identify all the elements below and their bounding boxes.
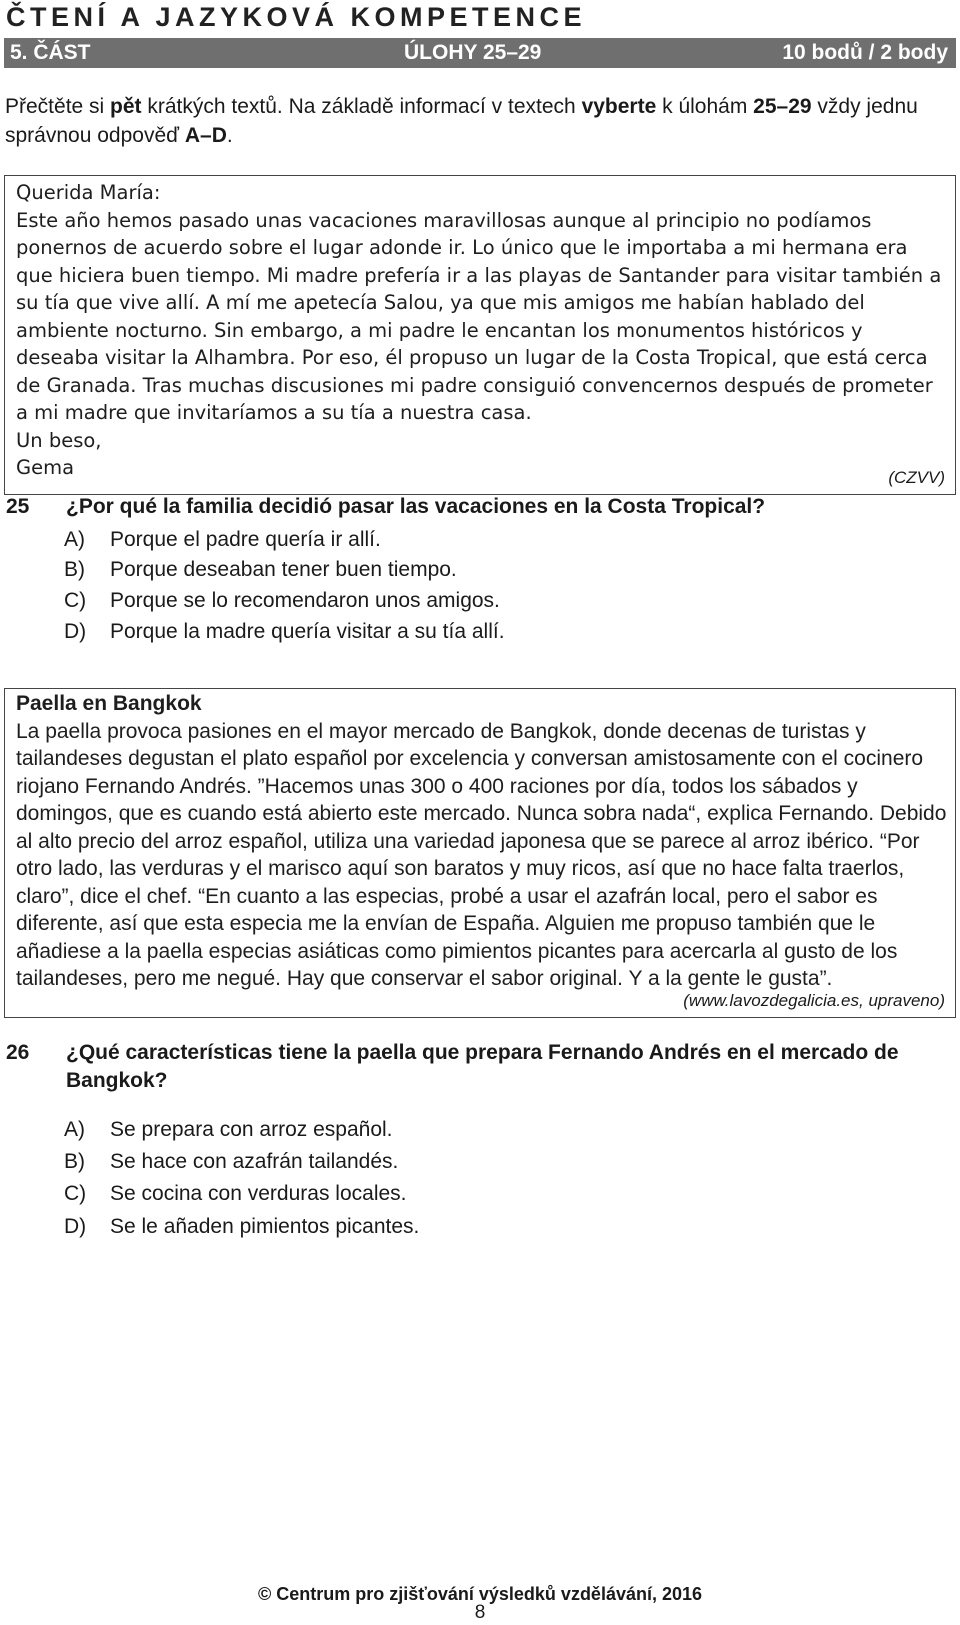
section-label: 5. ČÁST bbox=[10, 41, 91, 64]
option-text: Se prepara con arroz español. bbox=[110, 1118, 393, 1141]
instructions-text-3: k úlohám bbox=[656, 95, 754, 118]
option-letter: C) bbox=[64, 589, 87, 612]
option-letter: C) bbox=[64, 1182, 87, 1205]
reading-text-2-source: (www.lavozdegalicia.es, upraveno) bbox=[683, 991, 945, 1010]
question-25-text: ¿Por qué la familia decidió pasar las vacaciones en la Costa Tropical? bbox=[66, 495, 766, 518]
tasks-label: ÚLOHY 25–29 bbox=[404, 41, 542, 64]
reading-text-1 bbox=[4, 175, 956, 495]
reading-text-2-body: La paella provoca pasiones en el mayor mercado de Bangkok, donde decenas de turistas y tailandeses degustan el plato español por excelencia y conversan amistosamente con el cocinero riojano Fernando Andrés. ”Hacemos unas 300 o 400 raciones por día, todos los sábados y domingos, que es cuando está abierto este mercado. Nunca sobra nada“, explica Fernando. Debido al alto precio del arroz español, utiliza una variedad japonesa que se parece al arroz ibérico. “Por otro lado, las verduras y el marisco aquí son baratos y muy ricos, así que no hace falta traerlos, claro”, dice el chef. “En cuanto a las especias, probé a usar el azafrán local, pero el sabor es diferente, así que esta especia me la envían de España. Alguien me propuso también que le añadiese a la paella especias asiáticas como pimientos picantes para acercarla al gusto de los tailandeses, pero me negué. Hay que conservar el sabor original. Y a la gente le gusta”. bbox=[16, 719, 947, 990]
option-text: Se hace con azafrán tailandés. bbox=[110, 1150, 399, 1173]
option-letter: A) bbox=[64, 528, 85, 551]
instructions-text-4: vždy jednu správnou odpověď bbox=[5, 95, 918, 147]
instructions-text-5: . bbox=[226, 124, 233, 147]
reading-text-2-title: Paella en Bangkok bbox=[16, 692, 202, 715]
question-26-number: 26 bbox=[6, 1041, 30, 1064]
instructions-bold-2: vyberte bbox=[581, 95, 657, 118]
option-text: Porque el padre quería ir allí. bbox=[110, 528, 381, 551]
page-title: ČTENÍ A JAZYKOVÁ KOMPETENCE bbox=[6, 2, 587, 32]
reading-text-2 bbox=[4, 688, 956, 1018]
page-number: 8 bbox=[474, 1602, 486, 1623]
option-letter: B) bbox=[64, 558, 85, 581]
option-text: Porque deseaban tener buen tiempo. bbox=[110, 558, 457, 581]
instructions bbox=[5, 92, 945, 150]
option-letter: B) bbox=[64, 1150, 85, 1173]
reading-text-2-content bbox=[16, 690, 947, 993]
section-bar bbox=[4, 38, 956, 68]
option-letter: D) bbox=[64, 1215, 87, 1238]
instructions-bold-3: 25–29 bbox=[753, 95, 812, 118]
copyright-footer: © Centrum pro zjišťování výsledků vzdělávání, 2016 bbox=[257, 1584, 703, 1604]
option-text: Porque la madre quería visitar a su tía allí. bbox=[110, 620, 505, 643]
reading-text-1-source: (CZVV) bbox=[888, 468, 945, 487]
option-text: Se le añaden pimientos picantes. bbox=[110, 1215, 420, 1238]
instructions-bold-1: pět bbox=[110, 95, 142, 118]
points-label: 10 bodů / 2 body bbox=[782, 41, 948, 64]
instructions-bold-4: A–D bbox=[184, 124, 227, 147]
option-text: Se cocina con verduras locales. bbox=[110, 1182, 407, 1205]
option-text: Porque se lo recomendaron unos amigos. bbox=[110, 589, 500, 612]
instructions-text-1: Přečtěte si bbox=[5, 95, 111, 118]
option-letter: A) bbox=[64, 1118, 85, 1141]
question-25-number: 25 bbox=[6, 495, 30, 518]
option-letter: D) bbox=[64, 620, 87, 643]
instructions-text-2: krátkých textů. Na základě informací v textech bbox=[141, 95, 582, 118]
question-26-text: ¿Qué características tiene la paella que prepara Fernando Andrés en el mercado de Bangkok? bbox=[66, 1041, 899, 1092]
question-26 bbox=[6, 1039, 952, 1095]
reading-text-1-body: Querida María: Este año hemos pasado unas vacaciones maravillosas aunque al principio no podíamos ponernos de acuerdo sobre el lugar adonde ir. Lo único que le importaba a mi hermana era que hiciera buen tiempo. Mi madre prefería ir a las playas de Santander para visitar también a su tía que vive allí. A mí me apetecía Salou, ya que mis amigos me habían hablado del ambiente nocturno. Sin embargo, a mi padre le encantan los monumentos históricos y deseaba visitar la Alhambra. Por eso, él propuso un lugar de la Costa Tropical, que está cerca de Granada. Tras muchas discusiones mi padre consiguió convencernos después de prometer a mi madre que invitaríamos a su tía a nuestra casa. Un beso, Gema bbox=[16, 181, 942, 479]
